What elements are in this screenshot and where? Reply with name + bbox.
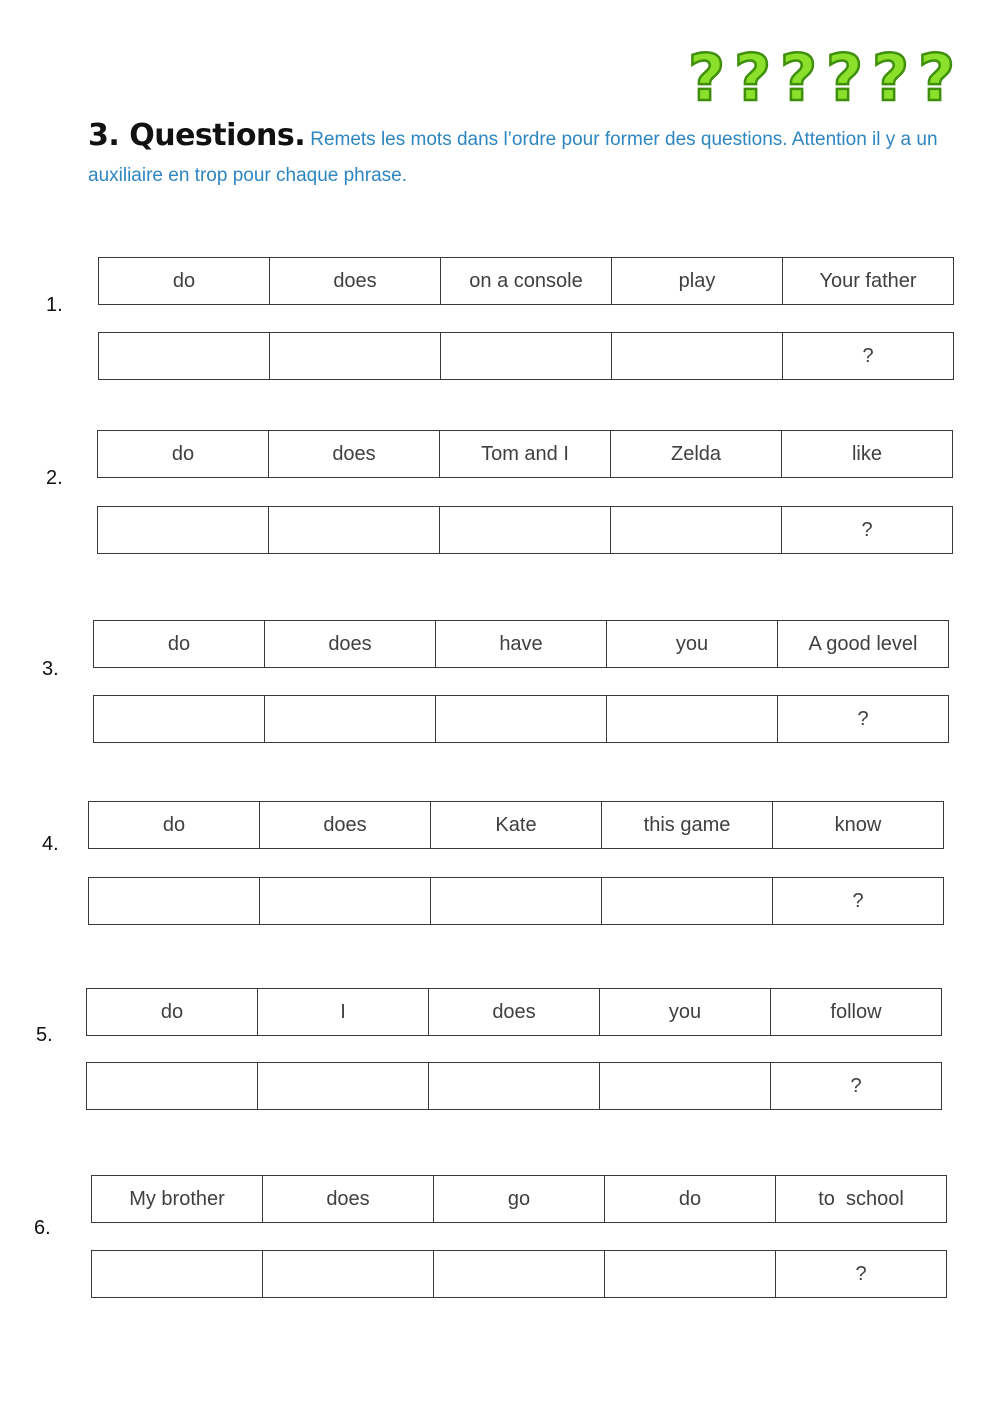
answer-cell[interactable] [87,1063,258,1109]
word-row [97,430,953,478]
answer-cell[interactable] [98,507,269,553]
answer-cell[interactable] [429,1063,600,1109]
answer-cell[interactable] [94,696,265,742]
answer-cell-question-mark[interactable]: ? [850,1074,862,1097]
word-cell: I [258,989,429,1035]
exercise-title: 3. Questions. [88,118,306,153]
answer-cell[interactable] [92,1251,263,1297]
answer-cell[interactable] [265,696,436,742]
svg-text:?: ? [918,42,956,108]
answer-cell-question-mark[interactable]: ? [852,889,864,912]
exercise-number: 3. [42,658,59,680]
question-marks-icon [686,40,961,108]
word-cell: do [87,989,258,1035]
word-cell: on a console [441,258,612,304]
exercise-number: 5. [36,1024,53,1046]
word-cell: Zelda [611,431,782,477]
exercise-number: 2. [46,467,63,489]
answer-cell[interactable] [441,333,612,379]
answer-cell[interactable] [269,507,440,553]
word-cell: My brother [92,1176,263,1222]
word-cell: have [436,621,607,667]
answer-cell[interactable] [431,878,602,924]
answer-cell[interactable] [99,333,270,379]
exercise-instruction: Remets les mots dans l’ordre pour former des questions. Attention il y a un auxiliaire en trop pour chaque phrase. [88,129,938,186]
answer-cell-question-mark[interactable]: ? [861,518,873,541]
word-cell: do [98,431,269,477]
answer-cell-question-mark[interactable]: ? [857,707,869,730]
word-cell: know [834,813,882,836]
answer-cell-question-mark[interactable]: ? [855,1262,867,1285]
exercise-number: 4. [42,833,59,855]
answer-cell-question-mark[interactable]: ? [862,344,874,367]
answer-cell[interactable] [436,696,607,742]
word-cell: you [600,989,771,1035]
answer-row [86,1062,942,1110]
answer-cell[interactable] [612,333,783,379]
svg-text:?: ? [826,42,864,108]
word-row [98,257,954,305]
answer-cell[interactable] [607,696,778,742]
answer-row [93,695,949,743]
answer-cell[interactable] [260,878,431,924]
word-cell: do [94,621,265,667]
answer-cell[interactable] [270,333,441,379]
word-cell: Your father [819,269,917,292]
answer-cell[interactable] [600,1063,771,1109]
word-cell: to school [818,1187,904,1210]
word-cell: do [605,1176,776,1222]
word-row [88,801,944,849]
svg-text:?: ? [872,42,910,108]
word-cell: does [429,989,600,1035]
answer-cell[interactable] [89,878,260,924]
word-cell: like [851,442,882,465]
svg-text:?: ? [780,42,818,108]
exercise-heading [88,118,948,194]
answer-cell[interactable] [602,878,773,924]
answer-cell[interactable] [611,507,782,553]
word-cell: does [269,431,440,477]
answer-cell[interactable] [258,1063,429,1109]
word-cell: Tom and I [440,431,611,477]
word-cell: you [607,621,778,667]
answer-row [97,506,953,554]
word-cell: does [260,802,431,848]
svg-text:?: ? [734,42,772,108]
answer-row [88,877,944,925]
word-cell: go [434,1176,605,1222]
exercise-number: 6. [34,1217,51,1239]
word-row [86,988,942,1036]
answer-cell[interactable] [605,1251,776,1297]
word-cell: A good level [808,632,918,655]
answer-row [98,332,954,380]
word-cell: do [99,258,270,304]
word-cell: do [89,802,260,848]
word-cell: does [263,1176,434,1222]
svg-text:?: ? [688,42,726,108]
answer-cell[interactable] [434,1251,605,1297]
word-cell: play [612,258,783,304]
word-cell: follow [830,1000,882,1023]
word-cell: does [265,621,436,667]
word-cell: Kate [431,802,602,848]
exercise-number: 1. [46,294,63,316]
word-cell: does [270,258,441,304]
word-cell: this game [602,802,773,848]
word-row [91,1175,947,1223]
answer-cell[interactable] [263,1251,434,1297]
answer-cell[interactable] [440,507,611,553]
word-row [93,620,949,668]
answer-row [91,1250,947,1298]
